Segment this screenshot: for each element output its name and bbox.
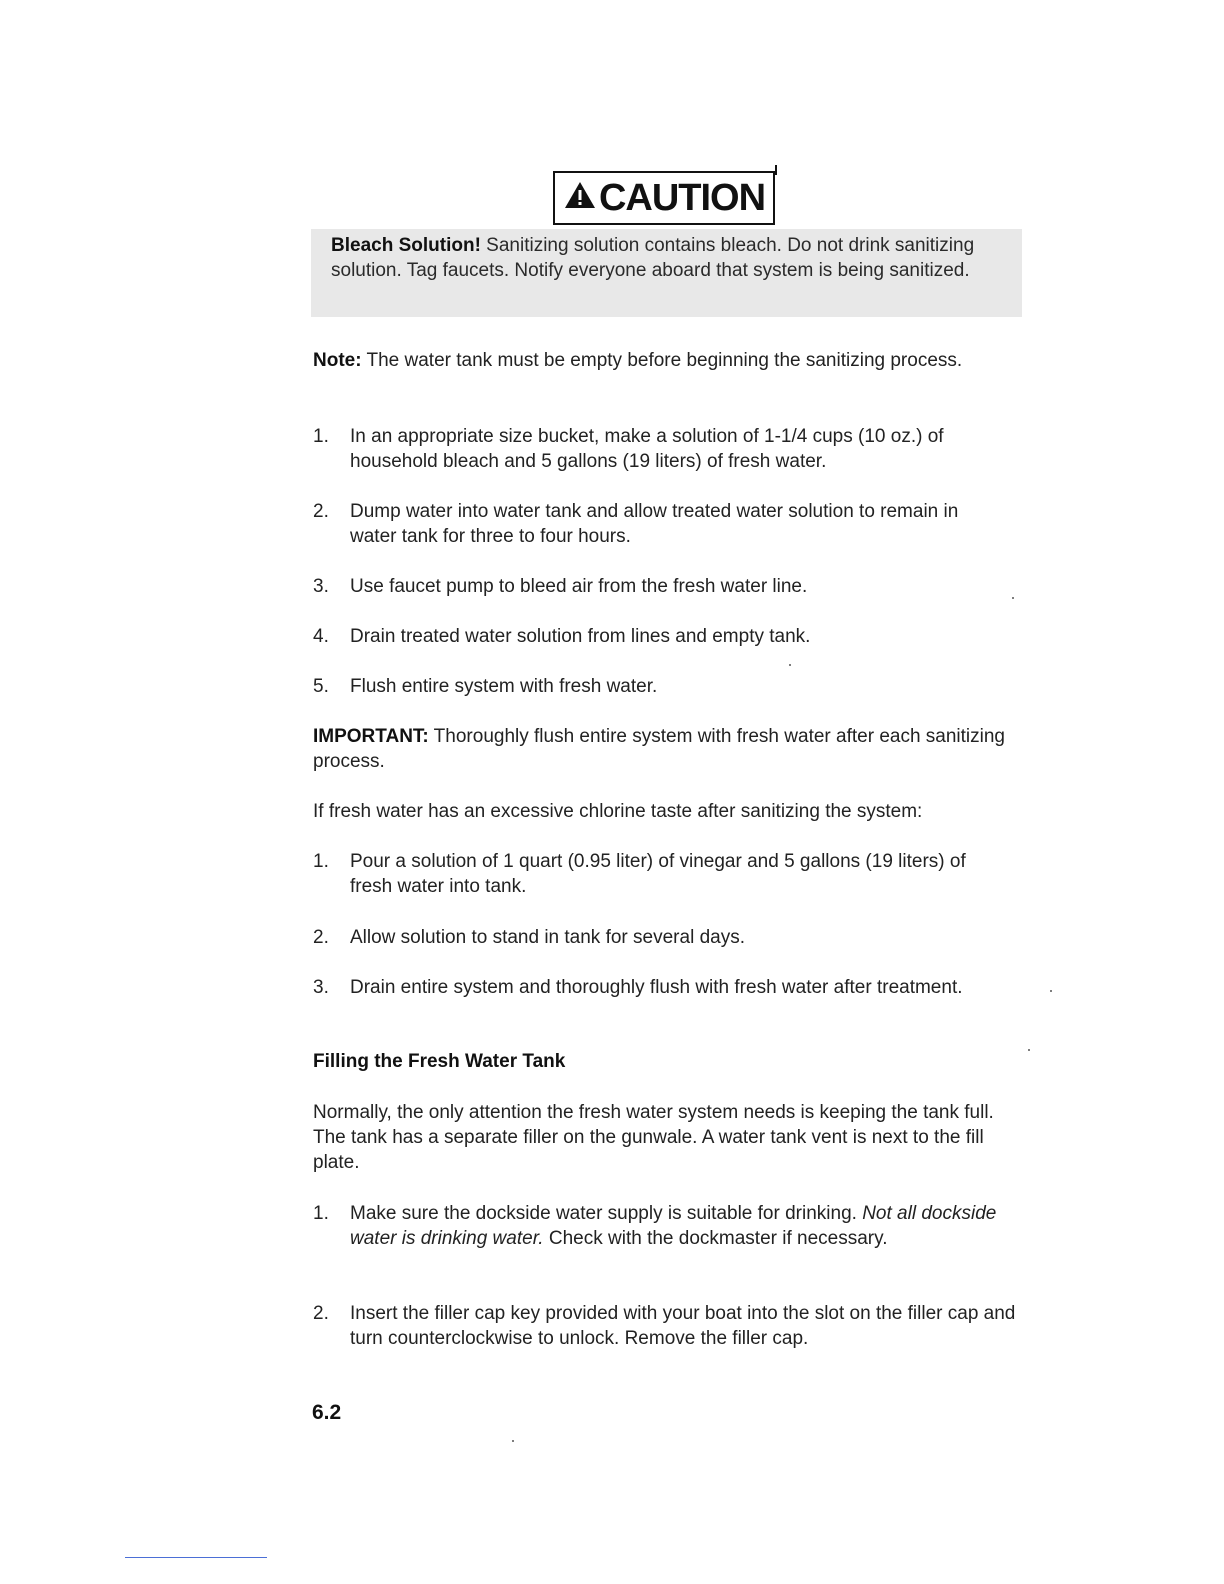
filling-step-2: Insert the filler cap key provided with your boat into the slot on the filler cap and turn counterclockwise to unlock. Remove the filler cap. — [350, 1303, 1016, 1349]
sanitize-step-1-num: 1. — [313, 426, 329, 447]
scan-speck — [1028, 1049, 1030, 1051]
page-number: 6.2 — [312, 1401, 342, 1424]
filling-step-2-num: 2. — [313, 1303, 329, 1324]
filling-step-1-italic: Not all dockside water is drinking water. — [350, 1203, 997, 1249]
caution-label-box — [553, 171, 775, 225]
scan-speck — [1050, 990, 1052, 992]
caution-message: Sanitizing solution contains bleach. Do not drink sanitizing solution. Tag faucets. Notify everyone aboard that system is being sanitized. — [331, 235, 975, 281]
caution-message-bold: Bleach Solution! — [331, 235, 481, 256]
note-label: Note: — [313, 350, 362, 371]
important-paragraph — [313, 724, 1013, 774]
filling-heading: Filling the Fresh Water Tank — [313, 1051, 566, 1072]
sanitize-step-1: In an appropriate size bucket, make a solution of 1-1/4 cups (10 oz.) of household bleach and 5 gallons (19 liters) of fresh water. — [350, 426, 944, 472]
sanitize-step-5-num: 5. — [313, 676, 329, 697]
chlorine-step-3-num: 3. — [313, 977, 329, 998]
caution-message-panel — [311, 229, 1022, 317]
filling-step-1-text-a: Make sure the dockside water supply is suitable for drinking. — [350, 1203, 863, 1224]
sanitize-step-4-num: 4. — [313, 626, 329, 647]
sanitize-step-3: Use faucet pump to bleed air from the fresh water line. — [350, 576, 808, 597]
chlorine-step-2: Allow solution to stand in tank for several days. — [350, 927, 745, 948]
important-label: IMPORTANT: — [313, 726, 429, 747]
filling-step-1-text-b: Check with the dockmaster if necessary. — [543, 1228, 888, 1249]
scan-speck — [1012, 597, 1014, 599]
scan-speck — [789, 664, 791, 666]
chlorine-step-1: Pour a solution of 1 quart (0.95 liter) of vinegar and 5 gallons (19 liters) of fresh water into tank. — [350, 851, 966, 897]
sanitize-step-2: Dump water into water tank and allow treated water solution to remain in water tank for three to four hours. — [350, 501, 959, 547]
note-paragraph — [313, 348, 1013, 373]
bottom-rule — [125, 1557, 267, 1558]
chlorine-step-1-num: 1. — [313, 851, 329, 872]
filling-step-1 — [350, 1201, 1010, 1251]
important-text: Thoroughly flush entire system with fresh water after each sanitizing process. — [313, 726, 1006, 772]
sanitize-step-5: Flush entire system with fresh water. — [350, 676, 658, 697]
chlorine-intro: If fresh water has an excessive chlorine taste after sanitizing the system: — [313, 801, 923, 822]
sanitize-step-3-num: 3. — [313, 576, 329, 597]
caution-box-edge — [775, 165, 777, 175]
warning-triangle-icon — [563, 177, 597, 220]
scan-speck — [512, 1440, 514, 1442]
filling-intro: Normally, the only attention the fresh water system needs is keeping the tank full. The tank has a separate filler on the gunwale. A water tank vent is next to the fill plate. — [313, 1102, 994, 1173]
sanitize-step-4: Drain treated water solution from lines and empty tank. — [350, 626, 811, 647]
chlorine-step-3: Drain entire system and thoroughly flush with fresh water after treatment. — [350, 977, 963, 998]
chlorine-step-2-num: 2. — [313, 927, 329, 948]
note-text: The water tank must be empty before beginning the sanitizing process. — [361, 350, 963, 371]
filling-step-1-num: 1. — [313, 1203, 329, 1224]
sanitize-step-2-num: 2. — [313, 501, 329, 522]
caution-label: CAUTION — [598, 176, 766, 219]
